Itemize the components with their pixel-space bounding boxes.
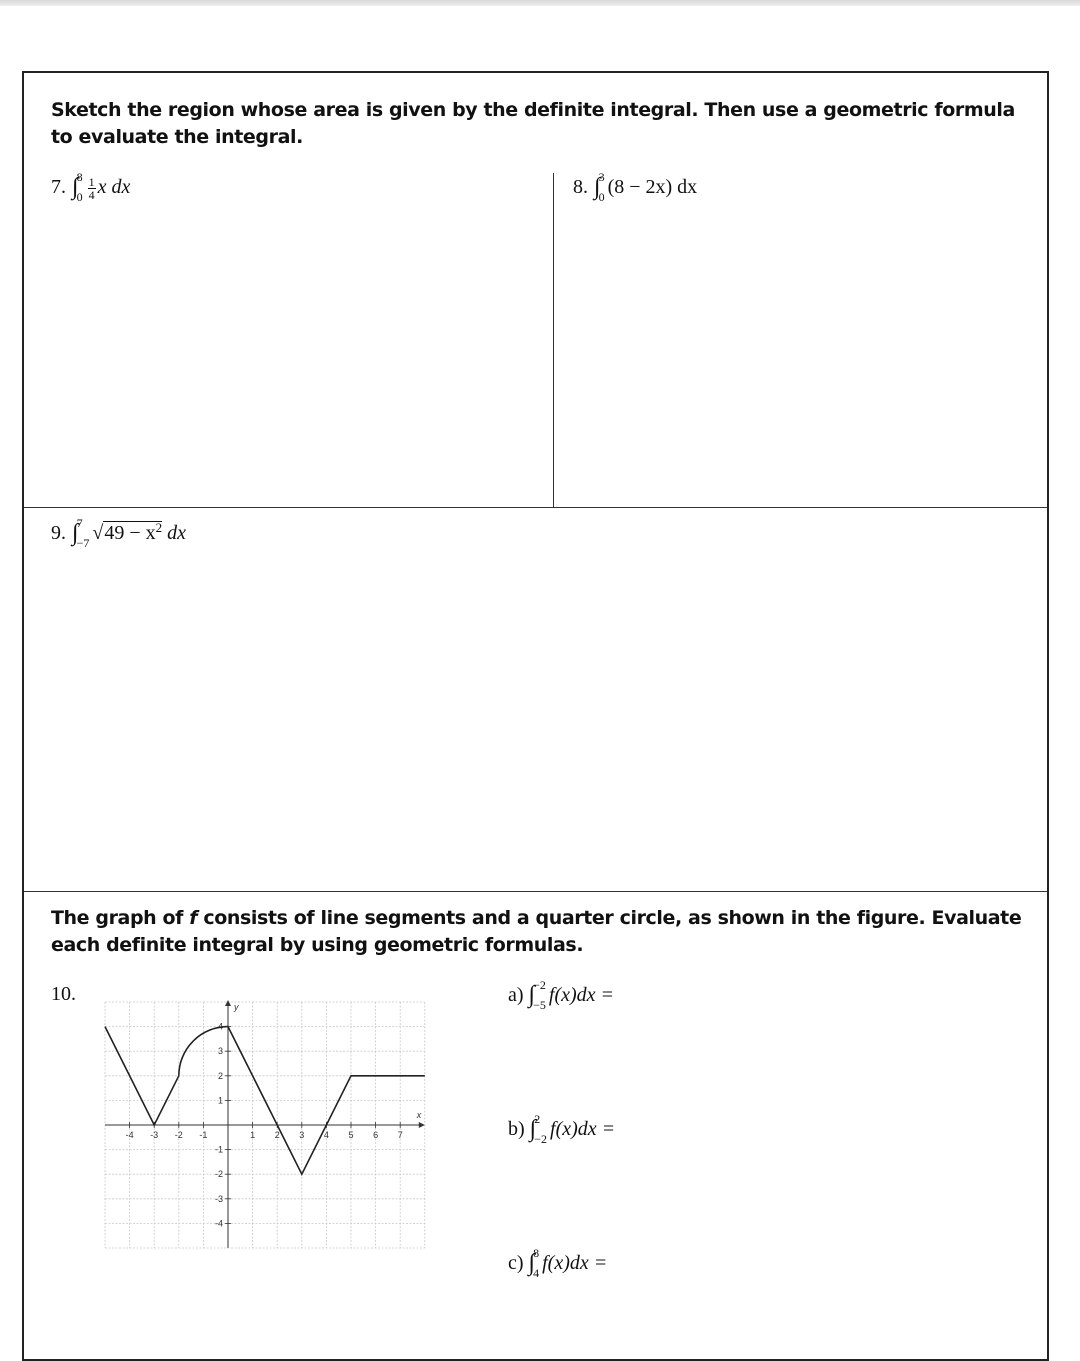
instr-text-1: The graph of bbox=[51, 907, 190, 929]
y-tick-label: 3 bbox=[217, 1046, 223, 1057]
problem-number: 8. bbox=[573, 176, 588, 198]
part-label: a) bbox=[508, 984, 524, 1006]
x-tick-label: 4 bbox=[323, 1130, 329, 1140]
integral-limits bbox=[534, 1112, 548, 1147]
x-axis-arrow bbox=[419, 1122, 425, 1128]
y-tick-label: -1 bbox=[214, 1144, 223, 1155]
upper-limit: 8 bbox=[76, 170, 83, 185]
integrand: f(x)dx = bbox=[548, 984, 615, 1006]
problem-number: 7. bbox=[51, 176, 66, 198]
problem-10-number: 10. bbox=[51, 983, 76, 1005]
y-tick-label: -3 bbox=[214, 1193, 223, 1204]
integrand: (8 − 2x) dx bbox=[607, 176, 698, 198]
y-tick-label: -2 bbox=[214, 1169, 223, 1180]
y-axis-label: y bbox=[234, 1002, 239, 1012]
function-symbol: f bbox=[189, 907, 198, 929]
x-tick-label: -4 bbox=[125, 1130, 134, 1140]
integral-limits bbox=[76, 516, 90, 551]
section-divider bbox=[24, 891, 1047, 892]
lower-limit: 0 bbox=[598, 190, 605, 205]
upper-limit: 2 bbox=[534, 1112, 541, 1127]
denominator: 4 bbox=[88, 187, 95, 202]
instructions-top: Sketch the region whose area is given by the definite integral. Then use a geometric formula to evaluate the integral. bbox=[51, 99, 1015, 148]
integral-sign: ∫ bbox=[528, 1250, 536, 1276]
upper-limit: 7 bbox=[76, 516, 83, 531]
y-tick-label: 4 bbox=[217, 1021, 223, 1032]
x-tick-label: -1 bbox=[199, 1130, 208, 1140]
differential: dx bbox=[162, 522, 187, 544]
problem-7 bbox=[51, 170, 131, 205]
y-tick-label: 2 bbox=[217, 1070, 223, 1081]
numerator: 1 bbox=[88, 174, 95, 189]
x-tick-label: 6 bbox=[373, 1130, 379, 1140]
integral-sign: ∫ bbox=[528, 982, 536, 1008]
integrand: x dx bbox=[97, 176, 131, 198]
integral-limits bbox=[533, 978, 546, 1013]
lower-limit: −2 bbox=[534, 1132, 548, 1147]
y-tick-label: 1 bbox=[217, 1095, 223, 1106]
part-label: b) bbox=[508, 1118, 525, 1140]
problem-8 bbox=[573, 170, 698, 205]
lower-limit: 4 bbox=[533, 1266, 540, 1281]
upper-limit: 3 bbox=[598, 170, 605, 185]
lower-limit: 0 bbox=[76, 190, 83, 205]
radicand-text: 49 − x bbox=[104, 522, 156, 544]
integral-limits bbox=[533, 1246, 540, 1281]
sqrt-symbol: √ bbox=[92, 522, 104, 544]
x-tick-label: 1 bbox=[250, 1130, 256, 1140]
instr-text-2: consists of line segments and a quarter circle, as shown in the figure. Evaluate each definite integral by using geometric formulas. bbox=[51, 907, 1022, 956]
x-tick-label: 7 bbox=[397, 1130, 403, 1140]
x-tick-label: -3 bbox=[150, 1130, 159, 1140]
lower-limit: −7 bbox=[76, 536, 90, 551]
x-tick-label: 5 bbox=[348, 1130, 354, 1140]
function-graph bbox=[98, 990, 428, 1250]
integral-sign: ∫ bbox=[529, 1116, 537, 1142]
integral-sign: ∫ bbox=[72, 520, 79, 546]
section-divider bbox=[24, 507, 1047, 508]
integral-sign: ∫ bbox=[72, 174, 79, 200]
x-tick-label: 2 bbox=[274, 1130, 280, 1140]
integral-sign: ∫ bbox=[594, 174, 601, 200]
problem-10b bbox=[508, 1112, 616, 1147]
part-label: c) bbox=[508, 1252, 524, 1274]
lower-limit: −5 bbox=[533, 998, 546, 1013]
x-tick-label: -2 bbox=[174, 1130, 183, 1140]
problem-number: 9. bbox=[51, 522, 66, 544]
x-axis-label: x bbox=[416, 1110, 422, 1120]
upper-limit: 8 bbox=[533, 1246, 540, 1261]
instructions-bottom bbox=[51, 905, 1036, 959]
integrand: f(x)dx = bbox=[542, 1252, 608, 1274]
fraction bbox=[88, 176, 96, 201]
radicand bbox=[103, 521, 162, 544]
integral-limits bbox=[76, 170, 83, 205]
y-axis-arrow bbox=[225, 1000, 231, 1006]
x-tick-label: 3 bbox=[299, 1130, 305, 1140]
upper-limit: −2 bbox=[533, 978, 546, 993]
integral-limits bbox=[598, 170, 605, 205]
problem-10c bbox=[508, 1246, 608, 1281]
top-divider bbox=[0, 0, 1080, 6]
y-tick-label: -4 bbox=[214, 1218, 223, 1229]
integrand: f(x)dx = bbox=[550, 1118, 616, 1140]
problem-9 bbox=[51, 516, 187, 551]
problem-10a bbox=[508, 978, 615, 1013]
exponent: 2 bbox=[155, 520, 163, 535]
column-divider bbox=[553, 173, 554, 507]
